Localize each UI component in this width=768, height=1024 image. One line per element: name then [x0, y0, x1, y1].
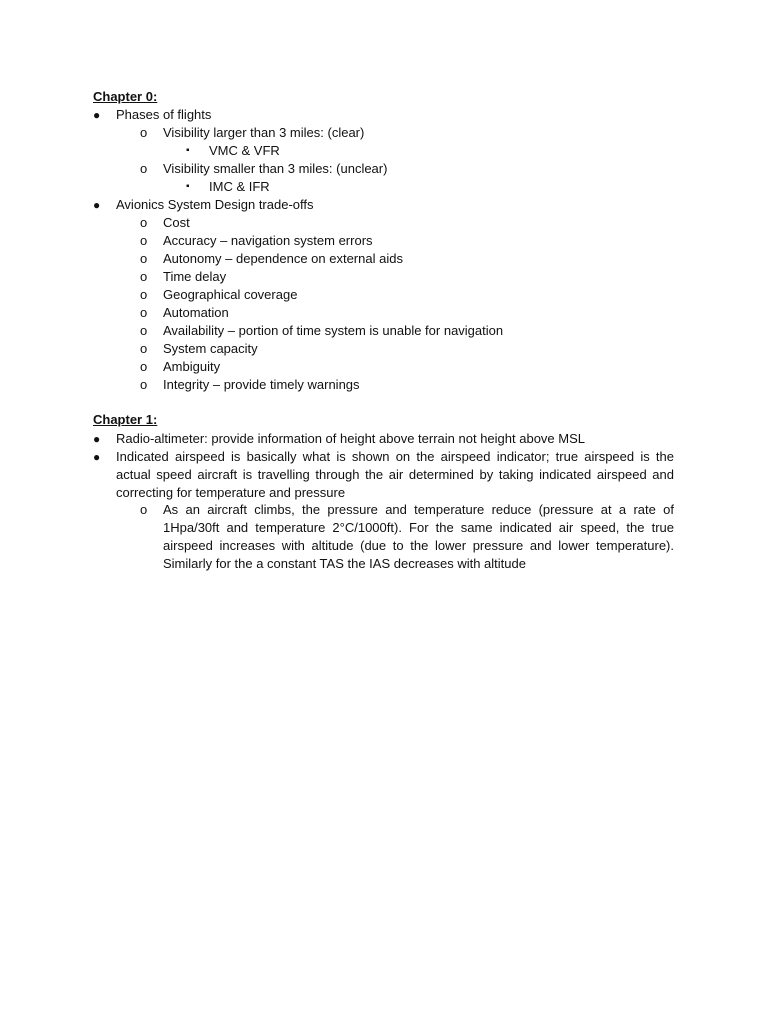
circle-marker: o [140, 287, 148, 302]
circle-marker: o [140, 377, 148, 392]
bullet-marker: ● [93, 198, 101, 212]
tradeoff-integrity: Integrity – provide timely warnings [163, 377, 360, 392]
visibility-larger-item: Visibility larger than 3 miles: (clear) [163, 125, 365, 140]
vmc-vfr-item: VMC & VFR [209, 143, 280, 158]
circle-marker: o [140, 161, 148, 176]
circle-marker: o [140, 251, 148, 266]
tradeoff-time-delay: Time delay [163, 269, 227, 284]
circle-marker: o [140, 502, 148, 517]
circle-marker: o [140, 125, 148, 140]
square-marker: ▪ [186, 145, 190, 156]
tradeoff-capacity: System capacity [163, 341, 258, 356]
circle-marker: o [140, 359, 148, 374]
radio-altimeter-item: Radio-altimeter: provide information of height above terrain not height above MSL [116, 431, 585, 446]
bullet-marker: ● [93, 108, 101, 122]
circle-marker: o [140, 305, 148, 320]
tradeoff-coverage: Geographical coverage [163, 287, 298, 302]
circle-marker: o [140, 341, 148, 356]
square-marker: ▪ [186, 181, 190, 192]
bullet-marker: ● [93, 450, 101, 464]
imc-ifr-item: IMC & IFR [209, 179, 270, 194]
tradeoff-availability: Availability – portion of time system is unable for navigation [163, 323, 504, 338]
circle-marker: o [140, 269, 148, 284]
circle-marker: o [140, 233, 148, 248]
tradeoff-accuracy: Accuracy – navigation system errors [163, 233, 373, 248]
phases-of-flights-item: Phases of flights [116, 107, 212, 122]
climb-note-paragraph: As an aircraft climbs, the pressure and temperature reduce (pressure at a rate of 1Hpa/30ft and temperature 2°C/1000ft). For the same indicated air speed, the true airspeed increases with altitude (due to the lower pressure and lower temperature). Similarly for the a constant TAS the IAS decreases with altitude [163, 502, 674, 571]
circle-marker: o [140, 215, 148, 230]
bullet-marker: ● [93, 432, 101, 446]
tradeoff-cost: Cost [163, 215, 190, 230]
tradeoff-automation: Automation [163, 305, 229, 320]
chapter-1-heading: Chapter 1: [93, 412, 158, 427]
circle-marker: o [140, 323, 148, 338]
tradeoff-ambiguity: Ambiguity [163, 359, 221, 374]
airspeed-paragraph: Indicated airspeed is basically what is shown on the airspeed indicator; true airspeed is the actual speed aircraft is travelling through the air determined by taking indicated airspeed and correcting for temperature and pressure [116, 449, 674, 500]
visibility-smaller-item: Visibility smaller than 3 miles: (unclear) [163, 161, 388, 176]
chapter-0-heading: Chapter 0: [93, 89, 158, 104]
tradeoffs-item: Avionics System Design trade-offs [116, 197, 314, 212]
tradeoff-autonomy: Autonomy – dependence on external aids [163, 251, 403, 266]
